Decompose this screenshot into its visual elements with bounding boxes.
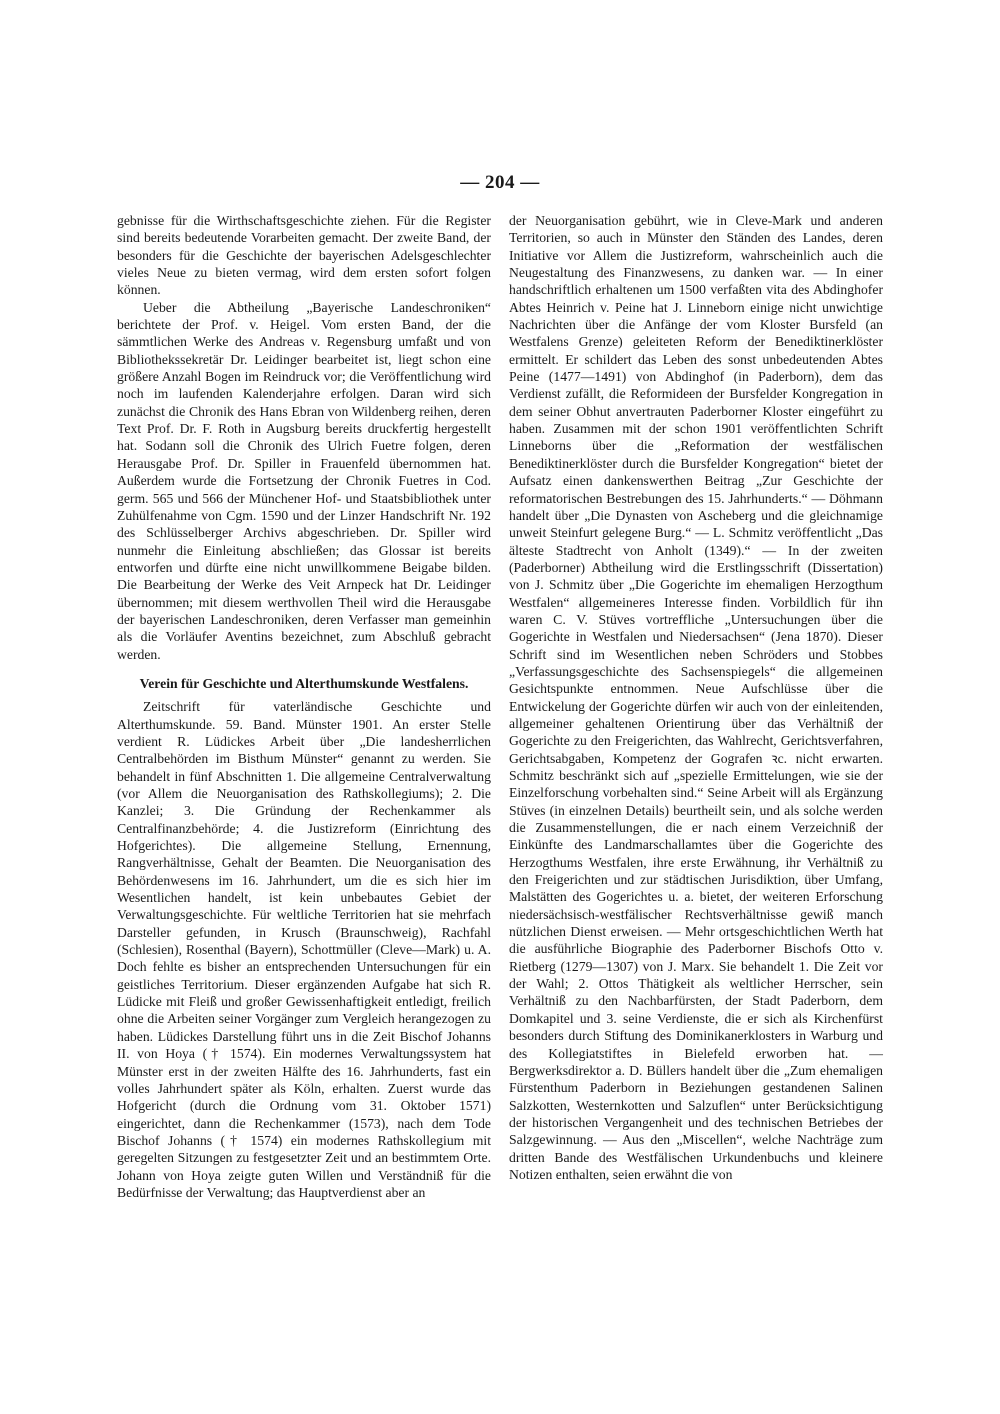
left-column (117, 212, 491, 1201)
paragraph: Zeitschrift für vaterländische Geschichte und Alterthumskunde. 59. Band. Münster 1901. An erster Stelle verdient R. Lüdickes Arbeit über „Die landesherrlichen Centralbehörden im Bisthum Münster“ genannt zu werden. Sie behandelt in fünf Abschnitten 1. Die allgemeine Centralverwaltung (vor Allem die Neuorganisation des Rathskollegiums); 2. Die Kanzlei; 3. Die Gründung der Rechenkammer als Centralfinanzbehörde; 4. die Justizreform (Einrichtung des Hofgerichtes). Die allgemeine Stellung, Ernennung, Rangverhältnisse, Gehalt der Beamten. Die Neuorganisation des Behördenwesens im 16. Jahrhundert, um die es sich hier im Wesentlichen handelt, ist kein unbebautes Gebiet der Verwaltungsgeschichte. Für weltliche Territorien hat sie mehrfach Darsteller gefunden, in Krusch (Braunschweig), Rachfahl (Schlesien), Rosenthal (Bayern), Schottmüller (Cleve—Mark) u. A. Doch fehlte es bisher an entsprechenden Untersuchungen für ein geistliches Territorium. Dieser ergänzenden Aufgabe hat sich R. Lüdicke mit Fleiß und großer Gewissenhaftigkeit entledigt, freilich ohne die Arbeiten seiner Vorgänger zum Vergleich herangezogen zu haben. Lüdickes Darstellung führt uns in die Zeit Bischof Johanns II. von Hoya († 1574). Ein modernes Verwaltungssystem hat Münster erst in der zweiten Hälfte des 16. Jahrhunderts, fast ein volles Jahrhundert später als Köln, erhalten. Zuerst wurde das Hofgericht (durch die Ordnung vom 31. Oktober 1571) eingerichtet, dann die Rechenkammer (1573), nach dem Tode Bischof Johanns († 1574) ein modernes Rathskollegium mit geregelten Sitzungen zu festgesetzter Zeit und an bestimmtem Orte. Johann von Hoya zeigte guten Willen und Verständniß für die Bedürfnisse der Verwaltung; das Hauptverdienst aber an (117, 699, 491, 1200)
paragraph: Ueber die Abtheilung „Bayerische Landeschroniken“ berichtete der Prof. v. Heigel. Vom ersten Band, der die sämmtlichen Werke des Andreas v. Regensburg umfaßt und von Bibliothekssekretär Dr. Leidinger bearbeitet ist, liegt schon eine größere Anzahl Bogen im Reindruck vor; die Veröffentlichung wird noch im laufenden Kalenderjahre erfolgen. Daran wird sich zunächst die Chronik des Hans Ebran von Wildenberg reihen, deren Text Prof. Dr. F. Roth in Augsburg bereits druckfertig hergestellt hat. Sodann soll die Chronik des Ulrich Fuetre folgen, deren Herausgabe Prof. Dr. Spiller in Frauenfeld übernommen hat. Außerdem wurde die Fortsetzung der Chronik Fuetres in Cod. germ. 565 und 566 der Münchener Hof- und Staatsbibliothek unter Zuhülfenahme von Cgm. 1590 und der Linzer Handschrift Nr. 192 des Schlüsselberger Archivs abgeschrieben. Dr. Spiller wird nunmehr die Einleitung abschließen; das Glossar ist bereits entworfen und dürfte eine nicht unwillkommene Beigabe bilden. Die Bearbeitung der Werke des Veit Arnpeck hat Dr. Leidinger übernommen; mit diesem werthvollen Theil wird die Herausgabe der bayerischen Landeschroniken, deren Verfasser man gemeinhin als die Vorläufer Aventins bezeichnet, zum Abschluß gebracht werden. (117, 299, 491, 662)
section-heading: Verein für Geschichte und Alterthumskunde Westfalens. (139, 675, 469, 691)
right-column (509, 212, 883, 1183)
paragraph: der Neuorganisation gebührt, wie in Cleve-Mark und anderen Territorien, so auch in Münster den Ständen des Landes, deren Initiative vor Allem die Justizreform, wahrscheinlich auch die Neugestaltung des Finanzwesens, zu danken war. — In einer handschriftlich erhaltenen um 1500 verfaßten vita des Abdinghofer Abtes Heinrich v. Peine hat J. Linneborn einige nicht unwichtige Nachrichten über die Anfänge der vom Kloster Bursfeld (an Westfalens Grenze) geleiteten Reform der Benediktinerklöster ermittelt. Er schildert das Leben des sonst unbedeutenden Abtes Peine (1477—1491) von Abdinghof (in Paderborn), dem das Verdienst zufällt, die Reformideen der Bursfelder Kongregation in dem seiner Obhut anvertrauten Paderborner Kloster eingeführt zu haben. Zusammen mit der schon 1901 veröffentlichten Schrift Linneborns über die „Reformation der westfälischen Benediktinerklöster durch die Bursfelder Kongregation“ bietet der Aufsatz einen dankenswerthen Beitrag „Zur Geschichte der reformatorischen Bestrebungen des 15. Jahrhunderts.“ — Döhmann handelt über „Die Dynasten von Ascheberg und die gleichnamige unweit Steinfurt gelegene Burg.“ — L. Schmitz veröffentlicht „Das älteste Stadtrecht von Anholt (1349).“ — In der zweiten (Paderborner) Abtheilung wird die Erstlingsschrift (Dissertation) von J. Schmitz über „Die Gogerichte im ehemaligen Herzogthum Westfalen“ allgemeineres Interesse finden. Vorbildlich für ihn waren C. V. Stüves vortreffliche „Untersuchungen über die Gogerichte in Westfalen und Niedersachsen“ (Jena 1870). Dieser Schrift sind im Wesentlichen neben Schröders und Stobbes „Verfassungsgeschichte des Sachsenspiegels“ die allgemeinen Gesichtspunkte entnommen. Neue Aufschlüsse über die Entwickelung der Gogerichte dürfen wir auch von der einleitenden, allgemeiner gehaltenen Orientirung über das Verhältniß der Gogerichte zu den Freigerichten, das Wahlrecht, Gerichtsverfahren, Gerichtsabgaben, Kompetenz der Gografen ꝛc. nicht erwarten. Schmitz beschränkt sich auf „spezielle Ermittelungen, wie sie der Einzelforschung vorbehalten sind.“ Seine Arbeit will als Ergänzung Stüves (in einzelnen Details) beurtheilt sein, und als solche werden die Zusammenstellungen, die er nach einem Verzeichniß der Einkünfte des Landmarschallamtes über die Gogerichte des Herzogthums Westfalen, ihre erste Erwähnung, ihr Verhältniß zu den Freigerichten und zur städtischen Jurisdiktion, über Umfang, Malstätten des Gogerichtes u. a. bietet, der weiteren Erforschung niedersächsisch-westfälischer Rechtsverhältnisse gewiß manch nützlichen Dienst erweisen. — Mehr ortsgeschichtlichen Werth hat die ausführliche Biographie des Paderborner Bischofs Otto v. Rietberg (1279—1307) von J. Marx. Sie behandelt 1. Die Zeit vor der Wahl; 2. Ottos Thätigkeit als weltlicher Herrscher, sein Verhältniß zu den Nachbarfürsten, der Stadt Paderborn, dem Domkapitel und 3. seine Verdienste, die er sich als Kirchenfürst besonders durch Stiftung des Dominikanerklosters in Warburg und des Kollegiatstiftes in Bielefeld erworben hat. — Bergwerksdirektor a. D. Büllers handelt über die „Zum ehemaligen Fürstenthum Paderborn in Beziehungen gestandenen Salinen Salzkotten, Westernkotten und Salzuflen“ unter Berücksichtigung der historischen Vergangenheit und des technischen Betriebes der Salzgewinnung. — Aus den „Miscellen“, welche Nachträge zum dritten Bande des Westfälischen Urkundenbuchs und kleinere Notizen enthalten, seien erwähnt die von (509, 213, 883, 1182)
paragraph: gebnisse für die Wirthschaftsgeschichte ziehen. Für die Register sind bereits bedeutende Vorarbeiten gemacht. Der zweite Band, der besonders für die Geschichte der bayerischen Adelsgeschlechter vieles Neue zu bieten vermag, wird dem ersten sofort folgen können. (117, 213, 491, 298)
page-number: — 204 — (460, 172, 540, 193)
